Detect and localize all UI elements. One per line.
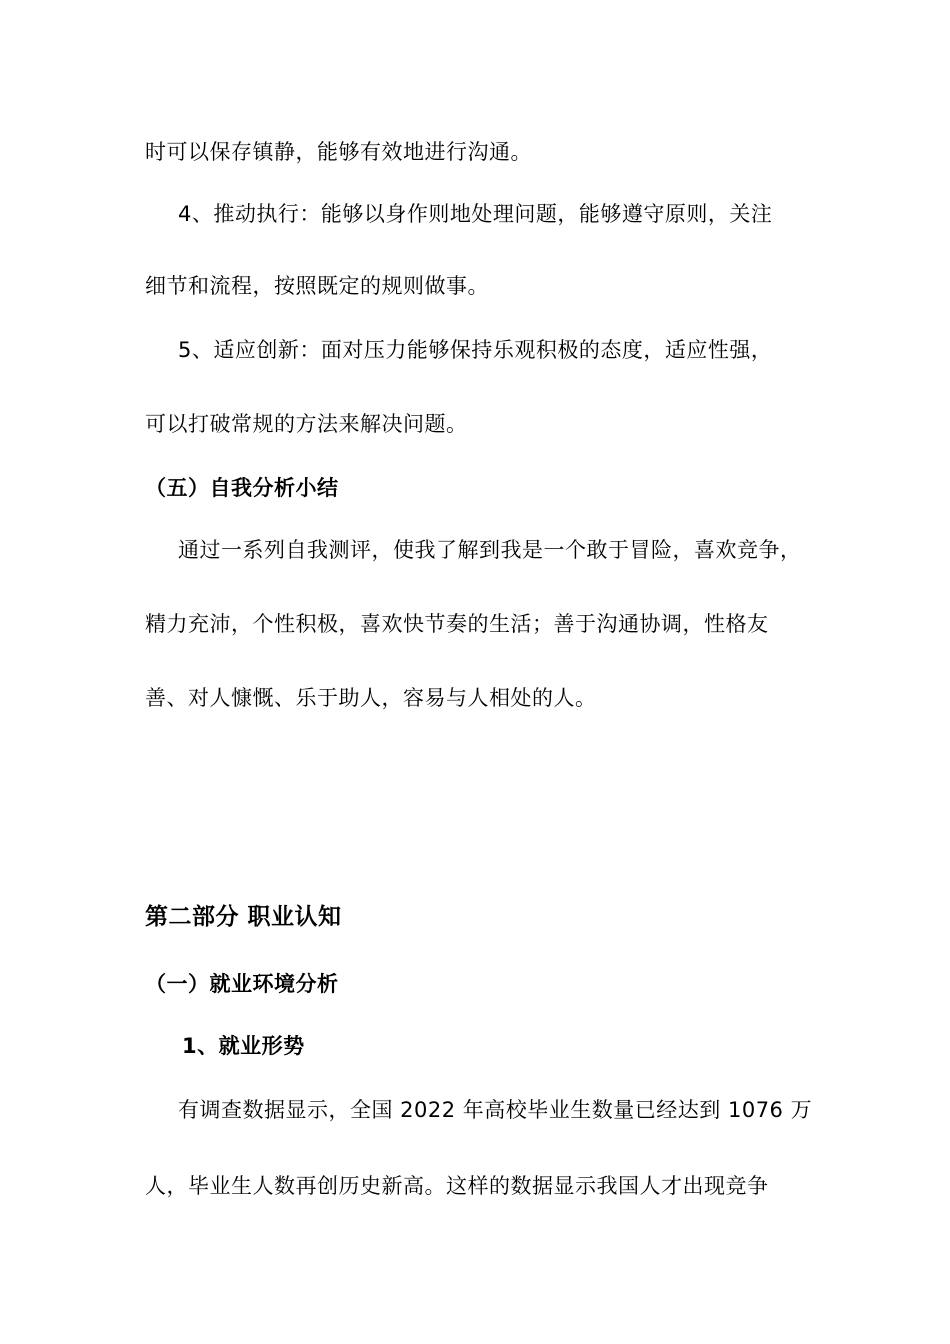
paragraph-line: 通过一系列自我测评，使我了解到我是一个敢于冒险，喜欢竞争，	[178, 538, 802, 562]
paragraph-line: 时可以保存镇静，能够有效地进行沟通。	[145, 140, 532, 164]
paragraph-line: 有调查数据显示，全国 2022 年高校毕业生数量已经达到 1076 万	[178, 1098, 813, 1122]
paragraph-line: 5、适应创新：面对压力能够保持乐观积极的态度，适应性强，	[178, 338, 773, 362]
section-heading-environment: （一）就业环境分析	[145, 972, 339, 996]
section-heading-summary: （五）自我分析小结	[145, 476, 339, 500]
paragraph-line: 人，毕业生人数再创历史新高。这样的数据显示我国人才出现竞争	[145, 1174, 769, 1198]
part-heading: 第二部分 职业认知	[145, 904, 342, 930]
subsection-heading-trend: 1、就业形势	[182, 1034, 305, 1058]
paragraph-line: 可以打破常规的方法来解决问题。	[145, 412, 468, 436]
paragraph-line: 善、对人慷慨、乐于助人，容易与人相处的人。	[145, 686, 597, 710]
paragraph-line: 细节和流程，按照既定的规则做事。	[145, 274, 489, 298]
paragraph-line: 4、推动执行：能够以身作则地处理问题，能够遵守原则，关注	[178, 202, 773, 226]
paragraph-line: 精力充沛，个性积极，喜欢快节奏的生活；善于沟通协调，性格友	[145, 612, 769, 636]
